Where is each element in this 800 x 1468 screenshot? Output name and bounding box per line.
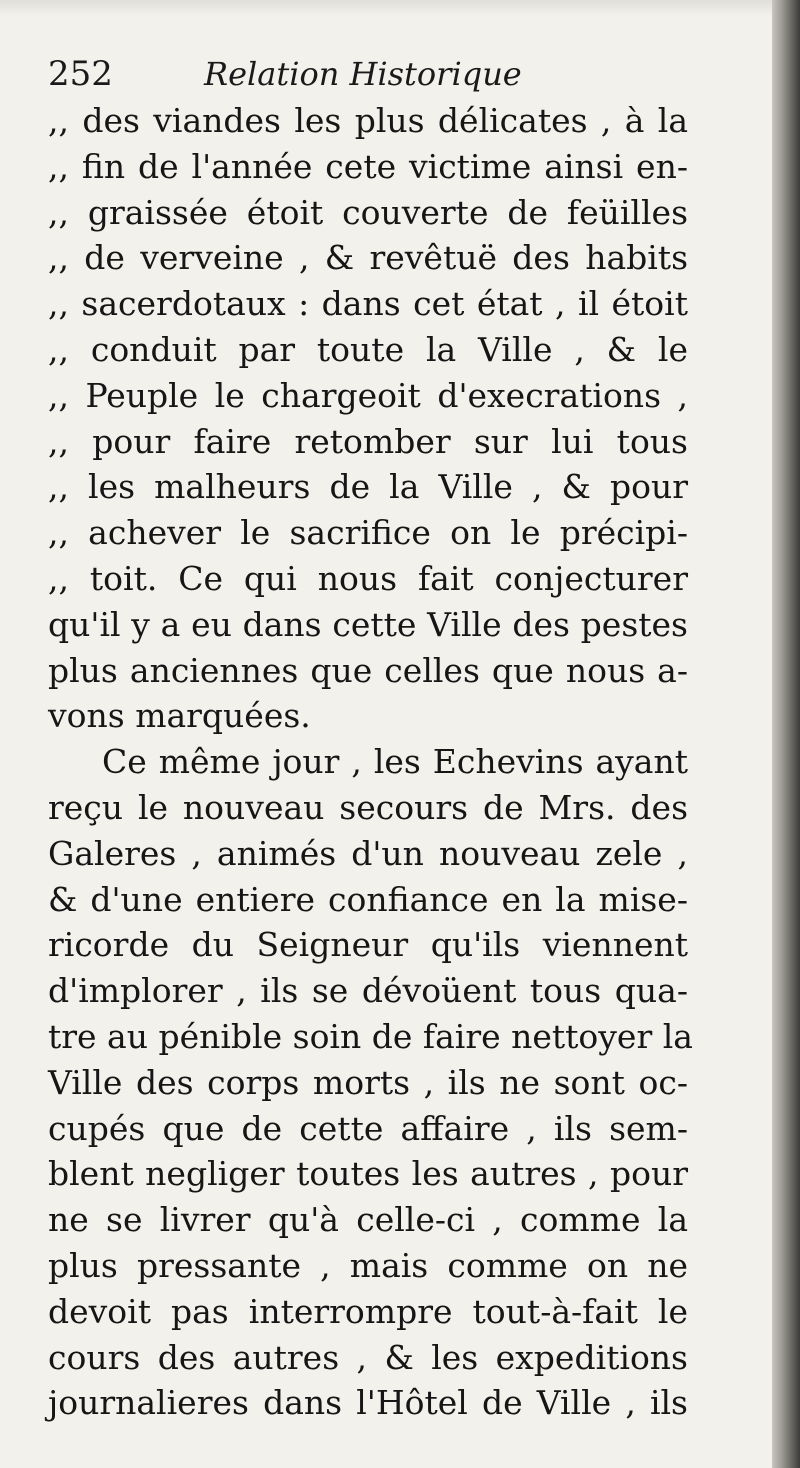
book-gutter-edge (772, 0, 800, 1468)
text-line: vons marquées. (48, 696, 311, 736)
text-line: blent negliger toutes les autres , pour (48, 1154, 688, 1194)
text-line: ,, pour faire retomber sur lui tous (48, 421, 688, 461)
text-line: ,, sacerdotaux : dans cet état , il étoit (48, 284, 688, 324)
running-title: Relation Historique (204, 55, 522, 93)
running-head (48, 52, 748, 96)
text-line: ,, conduit par toute la Ville , & le (48, 329, 688, 369)
text-line: ,, les malheurs de la Ville , & pour (48, 467, 688, 507)
text-line: ,, toit. Ce qui nous fait conjecturer (48, 558, 688, 598)
text-line: d'implorer , ils se dévoüent tous qua- (48, 971, 688, 1011)
text-line: tre au pénible soin de faire nettoyer la (48, 1016, 693, 1056)
text-line: ,, Peuple le chargeoit d'execrations , (48, 375, 688, 415)
text-line: qu'il y a eu dans cette Ville des pestes (48, 604, 688, 644)
page-number: 252 (48, 54, 113, 94)
page-text (48, 98, 693, 1426)
text-line: ,, fin de l'année cete victime ainsi en- (48, 146, 688, 186)
page-shadow (0, 0, 772, 16)
text-line: cours des autres , & les expeditions (48, 1337, 688, 1377)
text-line: devoit pas interrompre tout-à-fait le (48, 1291, 688, 1331)
text-line: ,, des viandes les plus délicates , à la (48, 101, 688, 140)
text-line: journalieres dans l'Hôtel de Ville , ils (48, 1383, 688, 1423)
text-line: reçu le nouveau secours de Mrs. des (48, 787, 688, 827)
text-line: plus anciennes que celles que nous a- (48, 650, 688, 690)
text-line: Galeres , animés d'un nouveau zele , (48, 833, 688, 873)
text-line: plus pressante , mais comme on ne (48, 1245, 688, 1285)
text-line: ricorde du Seigneur qu'ils viennent (48, 925, 688, 965)
text-line: ,, achever le sacrifice on le précipi- (48, 513, 688, 553)
paragraph-start-line: Ce même jour , les Echevins ayant (102, 742, 688, 782)
text-line: & d'une entiere confiance en la mise- (48, 879, 688, 919)
text-line: ne se livrer qu'à celle-ci , comme la (48, 1200, 688, 1240)
text-line: ,, graissée étoit couverte de feüilles (48, 192, 688, 232)
text-line: cupés que de cette affaire , ils sem- (48, 1108, 688, 1148)
text-line: Ville des corps morts , ils ne sont oc- (48, 1062, 688, 1102)
text-line: ,, de verveine , & revêtuë des habits (48, 238, 688, 278)
